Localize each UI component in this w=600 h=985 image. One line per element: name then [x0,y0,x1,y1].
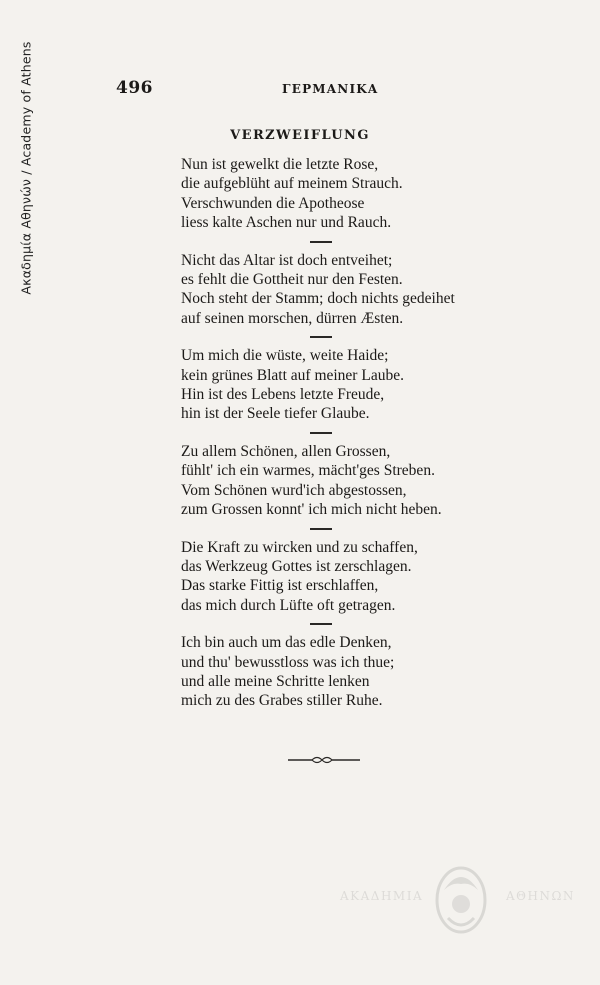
watermark-text-left: ΑΚΑΔΗΜΙΑ [340,889,424,903]
poem-line: und alle meine Schritte lenken [181,672,370,690]
stanza-divider [310,432,332,434]
poem-line: Nun ist gewelkt die letzte Rose, [181,156,379,173]
stanza-divider [310,241,332,243]
poem-title: VERZWEIFLUNG [230,128,370,143]
poem-line: auf seinen morschen, dürren Æsten. [181,309,404,327]
poem-line: das Werkzeug Gottes ist zerschlagen. [181,557,412,575]
poem-line: Ich bin auch um das edle Denken, [181,634,392,652]
poem-line: die aufgeblüht auf meinem Strauch. [181,175,403,193]
stanza-5 [181,538,501,616]
stanza-1 [181,155,501,233]
poem-line: Hin ist des Lebens letzte Freude, [181,386,385,404]
poem-line: Um mich die wüste, weite Haide; [181,347,389,365]
stanza-2 [181,251,501,329]
stanza-4 [181,442,501,520]
poem-line: kein grünes Blatt auf meiner Laube. [181,366,404,384]
poem-line: hin ist der Seele tiefer Glaube. [181,405,370,423]
poem-body [181,155,501,711]
poem-line: und thu' bewusstloss was ich thue; [181,653,395,671]
poem-line: Verschwunden die Apotheose [181,194,365,212]
watermark-text-right: ΑΘΗΝΩΝ [506,889,575,903]
page-number: 496 [116,78,153,98]
stanza-divider [310,528,332,530]
poem-line: Vom Schönen wurd'ich abgestossen, [181,481,407,499]
end-ornament-icon [288,753,360,767]
poem-line: Noch steht der Stamm; doch nichts gedeihet [181,290,455,308]
poem-line: das mich durch Lüfte oft getragen. [181,596,396,614]
running-title: ΓΕΡΜΑΝΙΚΑ [282,82,379,96]
poem-line: Die Kraft zu wircken und zu schaffen, [181,538,418,556]
academy-seal-watermark [330,858,578,942]
poem-line: es fehlt die Gottheit nur den Festen. [181,271,403,289]
athena-head-icon [430,860,492,938]
poem-line: zum Grossen konnt' ich mich nicht heben. [181,501,442,519]
poem-line: fühlt' ich ein warmes, mächt'ges Streben. [181,462,435,480]
stanza-3 [181,346,501,424]
poem-line: Das starke Fittig ist erschlaffen, [181,577,379,595]
poem-line: mich zu des Grabes stiller Ruhe. [181,692,383,710]
stanza-6 [181,633,501,711]
side-archive-label: Ακαδημία Αθηνών / Academy of Athens [18,41,34,295]
poem-line: Zu allem Schönen, allen Grossen, [181,442,391,460]
stanza-divider [310,623,332,625]
poem-line: liess kalte Aschen nur und Rauch. [181,214,392,232]
poem-line: Nicht das Altar ist doch entveihet; [181,251,393,269]
stanza-divider [310,336,332,338]
